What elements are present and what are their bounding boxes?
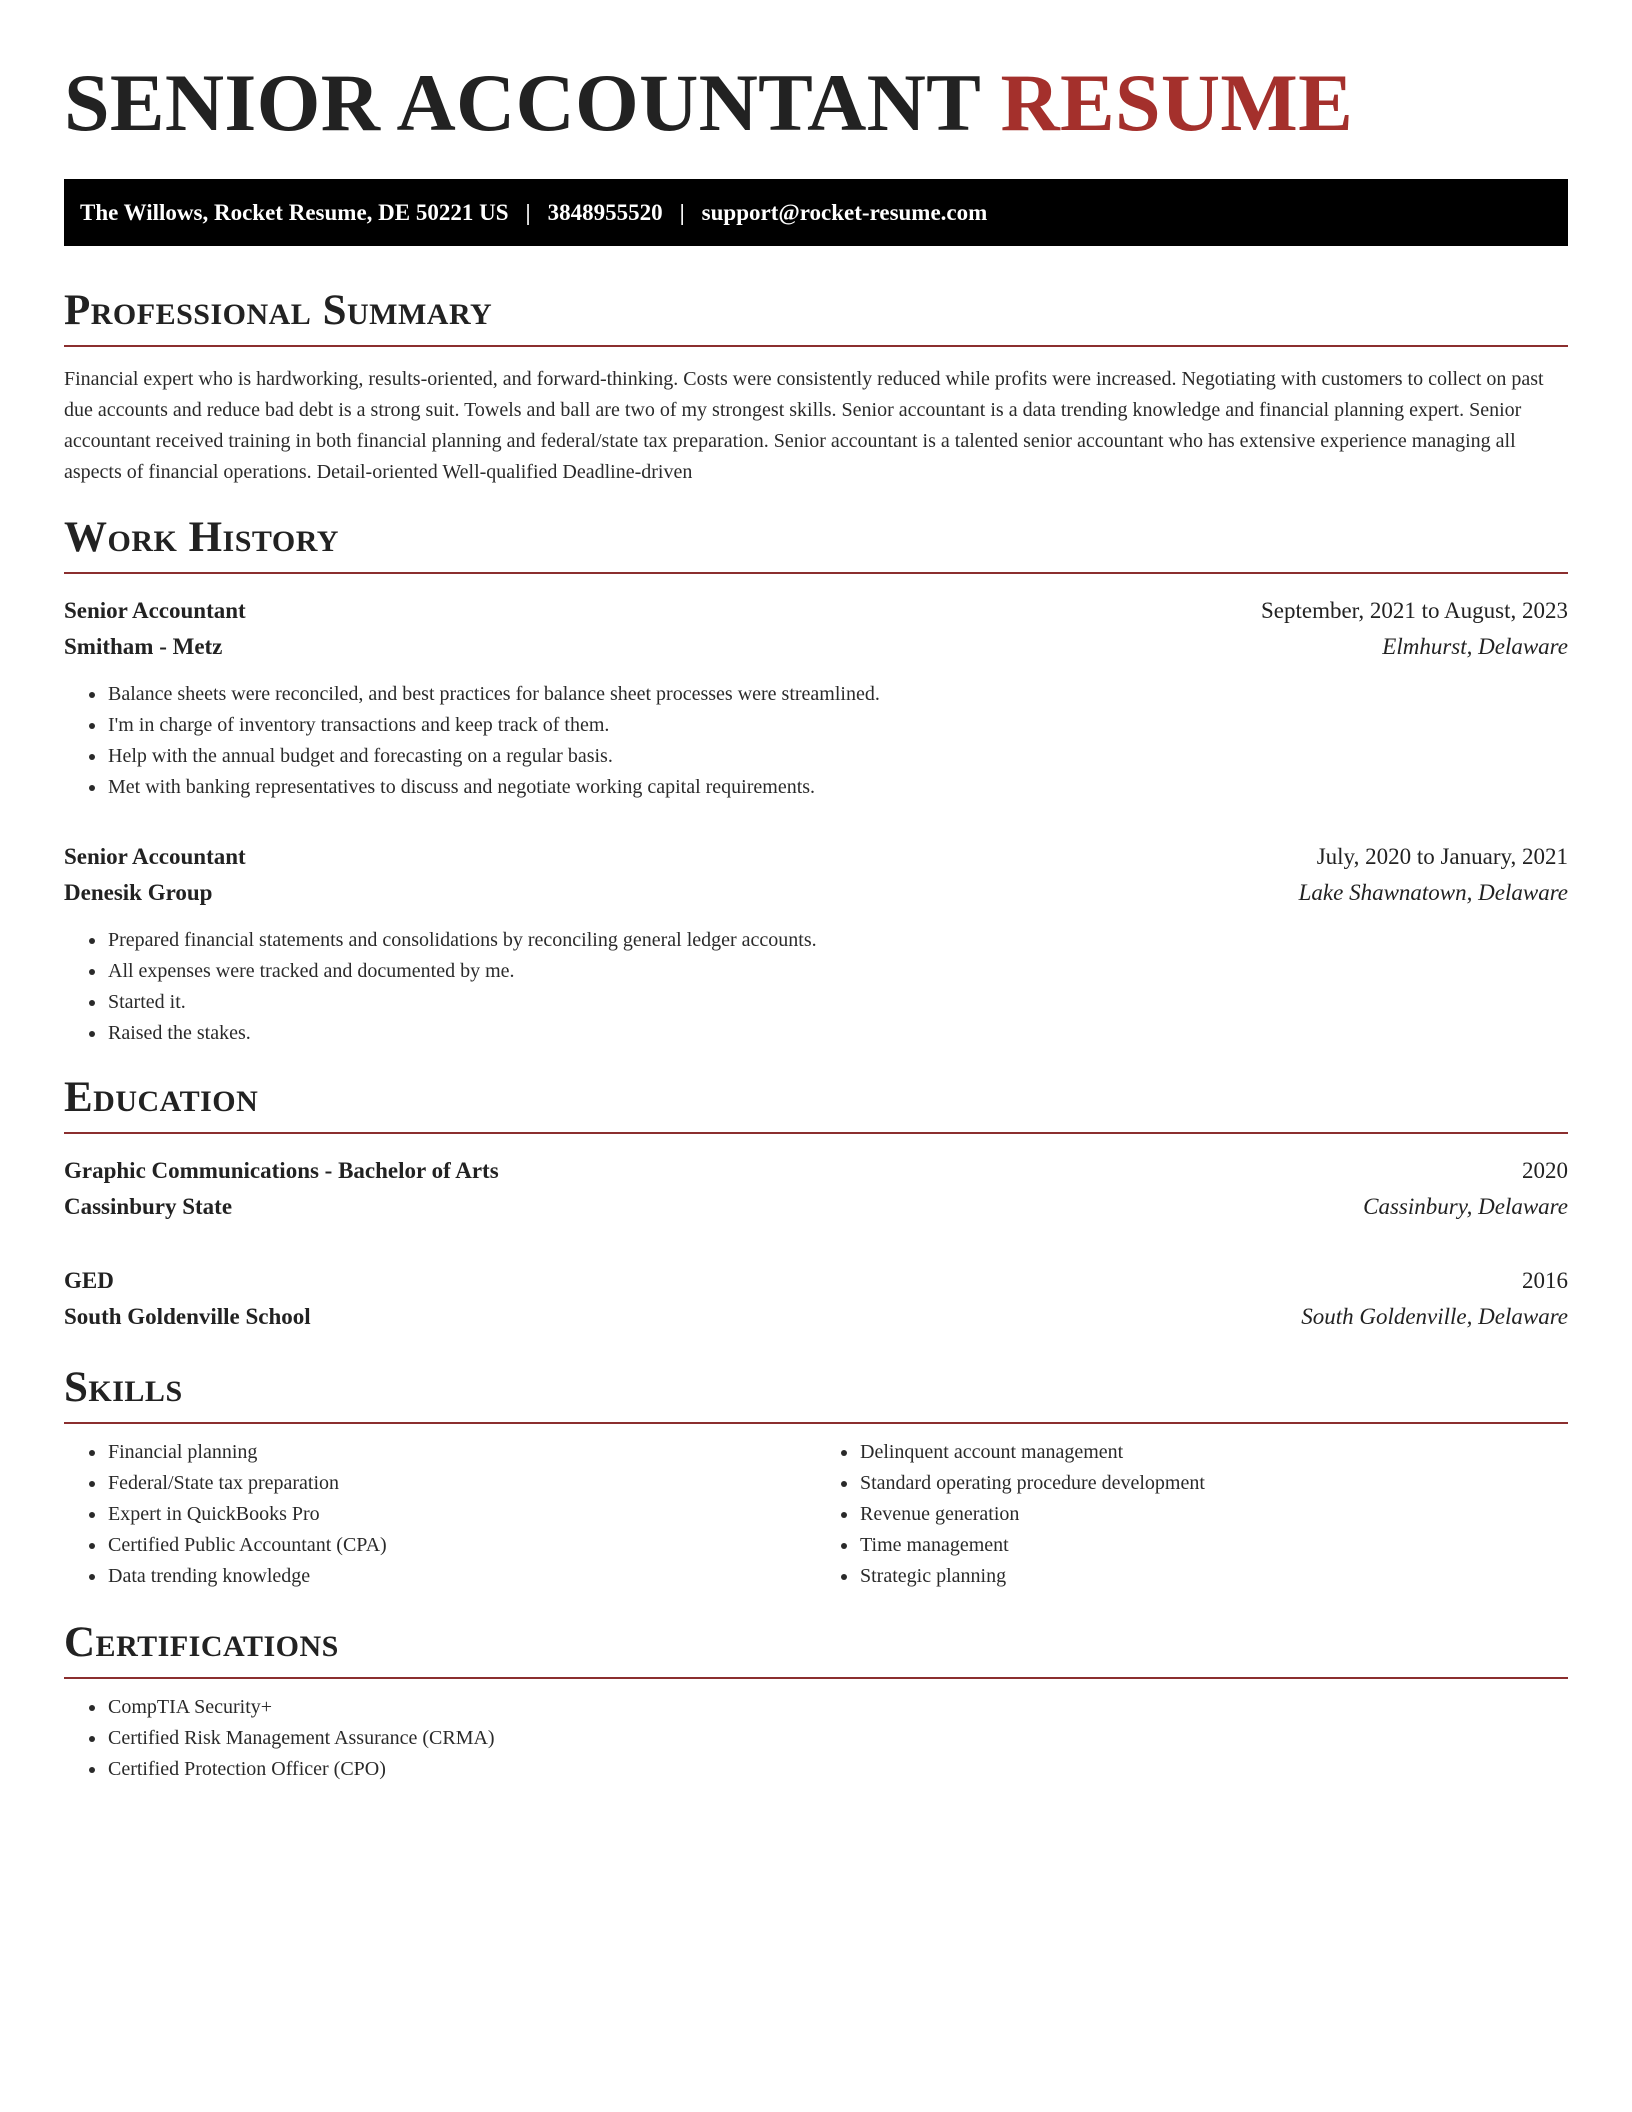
- job-entry: [64, 593, 1568, 803]
- job-entry: [64, 839, 1568, 1049]
- work-history-heading: Work History: [64, 513, 1568, 574]
- summary-heading: Professional Summary: [64, 286, 1568, 347]
- contact-separator: |: [525, 199, 531, 225]
- education-school: South Goldenville School: [64, 1304, 311, 1329]
- job-bullet: • Balance sheets were reconciled, and best practices for balance sheet processes were streamlined.: [107, 679, 1568, 710]
- job-bullets: [64, 925, 1568, 1049]
- education-location: Cassinbury, Delaware: [1363, 1194, 1568, 1219]
- education-school: Cassinbury State: [64, 1194, 233, 1219]
- job-header-row: [64, 593, 1568, 629]
- education-school-row: [64, 1189, 1568, 1225]
- job-company: Denesik Group: [64, 880, 213, 905]
- certifications-list: [64, 1692, 1568, 1785]
- skill-item: • Expert in QuickBooks Pro: [107, 1499, 816, 1530]
- job-bullet: • Met with banking representatives to discuss and negotiate working capital requirements.: [107, 772, 1568, 803]
- education-degree: Graphic Communications - Bachelor of Arts: [64, 1158, 499, 1183]
- summary-text: Financial expert who is hardworking, results-oriented, and forward-thinking. Costs were consistently reduced while profits were increased. Negotiating with customers to collect on past due accounts and reduce bad debt is a strong suit. Towels and ball are two of my strongest skills. Senior accountant is a data trending knowledge and financial planning expert. Senior accountant received training in both financial planning and federal/state tax preparation. Senior accountant is a talented senior accountant who has extensive experience managing all aspects of financial operations. Detail-oriented Well-qualified Deadline-driven: [64, 368, 1544, 483]
- contact-address: The Willows, Rocket Resume, DE 50221 US: [80, 199, 509, 225]
- job-company-row: [64, 875, 1568, 911]
- skill-item: • Strategic planning: [859, 1561, 1568, 1592]
- job-bullet: • All expenses were tracked and documented by me.: [107, 956, 1568, 987]
- resume-title: [64, 52, 1568, 154]
- job-title: Senior Accountant: [64, 598, 246, 623]
- education-degree-row: [64, 1153, 1568, 1189]
- skills-heading: Skills: [64, 1363, 1568, 1424]
- skill-item: • Delinquent account management: [859, 1437, 1568, 1468]
- job-dates: September, 2021 to August, 2023: [1260, 598, 1568, 623]
- skill-item: • Revenue generation: [859, 1499, 1568, 1530]
- job-dates: July, 2020 to January, 2021: [1316, 844, 1568, 869]
- job-bullet: • Started it.: [107, 987, 1568, 1018]
- job-bullets: [64, 679, 1568, 803]
- certifications-section: [64, 1618, 1568, 1785]
- skill-item: • Certified Public Accountant (CPA): [107, 1530, 816, 1561]
- certification-item: • CompTIA Security+: [107, 1692, 1568, 1723]
- job-bullet: • Raised the stakes.: [107, 1018, 1568, 1049]
- contact-phone: 3848955520: [547, 199, 663, 225]
- skills-right-list: [816, 1437, 1568, 1592]
- contact-bar: [64, 179, 1568, 246]
- title-accent: RESUME: [1000, 57, 1354, 148]
- skills-left-list: [64, 1437, 816, 1592]
- job-company: Smitham - Metz: [64, 634, 223, 659]
- skill-item: • Time management: [859, 1530, 1568, 1561]
- job-company-row: [64, 629, 1568, 665]
- job-bullet: • Help with the annual budget and forecasting on a regular basis.: [107, 741, 1568, 772]
- job-bullet: • I'm in charge of inventory transactions and keep track of them.: [107, 710, 1568, 741]
- job-header-row: [64, 839, 1568, 875]
- education-section: [64, 1073, 1568, 1335]
- education-entry: [64, 1153, 1568, 1225]
- work-history-section: [64, 513, 1568, 1049]
- education-entry: [64, 1263, 1568, 1335]
- education-school-row: [64, 1299, 1568, 1335]
- education-heading: Education: [64, 1073, 1568, 1134]
- skill-item: • Financial planning: [107, 1437, 816, 1468]
- education-degree-row: [64, 1263, 1568, 1299]
- certification-item: • Certified Risk Management Assurance (CRMA): [107, 1723, 1568, 1754]
- skill-item: • Data trending knowledge: [107, 1561, 816, 1592]
- contact-separator: |: [679, 199, 685, 225]
- summary-section: [64, 286, 1568, 488]
- skill-item: • Federal/State tax preparation: [107, 1468, 816, 1499]
- job-bullet: • Prepared financial statements and consolidations by reconciling general ledger accounts.: [107, 925, 1568, 956]
- job-location: Elmhurst, Delaware: [1382, 634, 1568, 659]
- education-year: 2020: [1522, 1158, 1568, 1183]
- education-year: 2016: [1522, 1268, 1568, 1293]
- skills-section: [64, 1363, 1568, 1592]
- job-location: Lake Shawnatown, Delaware: [1298, 880, 1568, 905]
- skill-item: • Standard operating procedure development: [859, 1468, 1568, 1499]
- education-degree: GED: [64, 1268, 114, 1293]
- certifications-heading: Certifications: [64, 1618, 1568, 1679]
- title-main: SENIOR ACCOUNTANT: [64, 57, 980, 148]
- contact-email: support@rocket-resume.com: [701, 199, 988, 225]
- education-location: South Goldenville, Delaware: [1301, 1304, 1568, 1329]
- skills-grid: [64, 1437, 1568, 1592]
- certification-item: • Certified Protection Officer (CPO): [107, 1754, 1568, 1785]
- job-title: Senior Accountant: [64, 844, 246, 869]
